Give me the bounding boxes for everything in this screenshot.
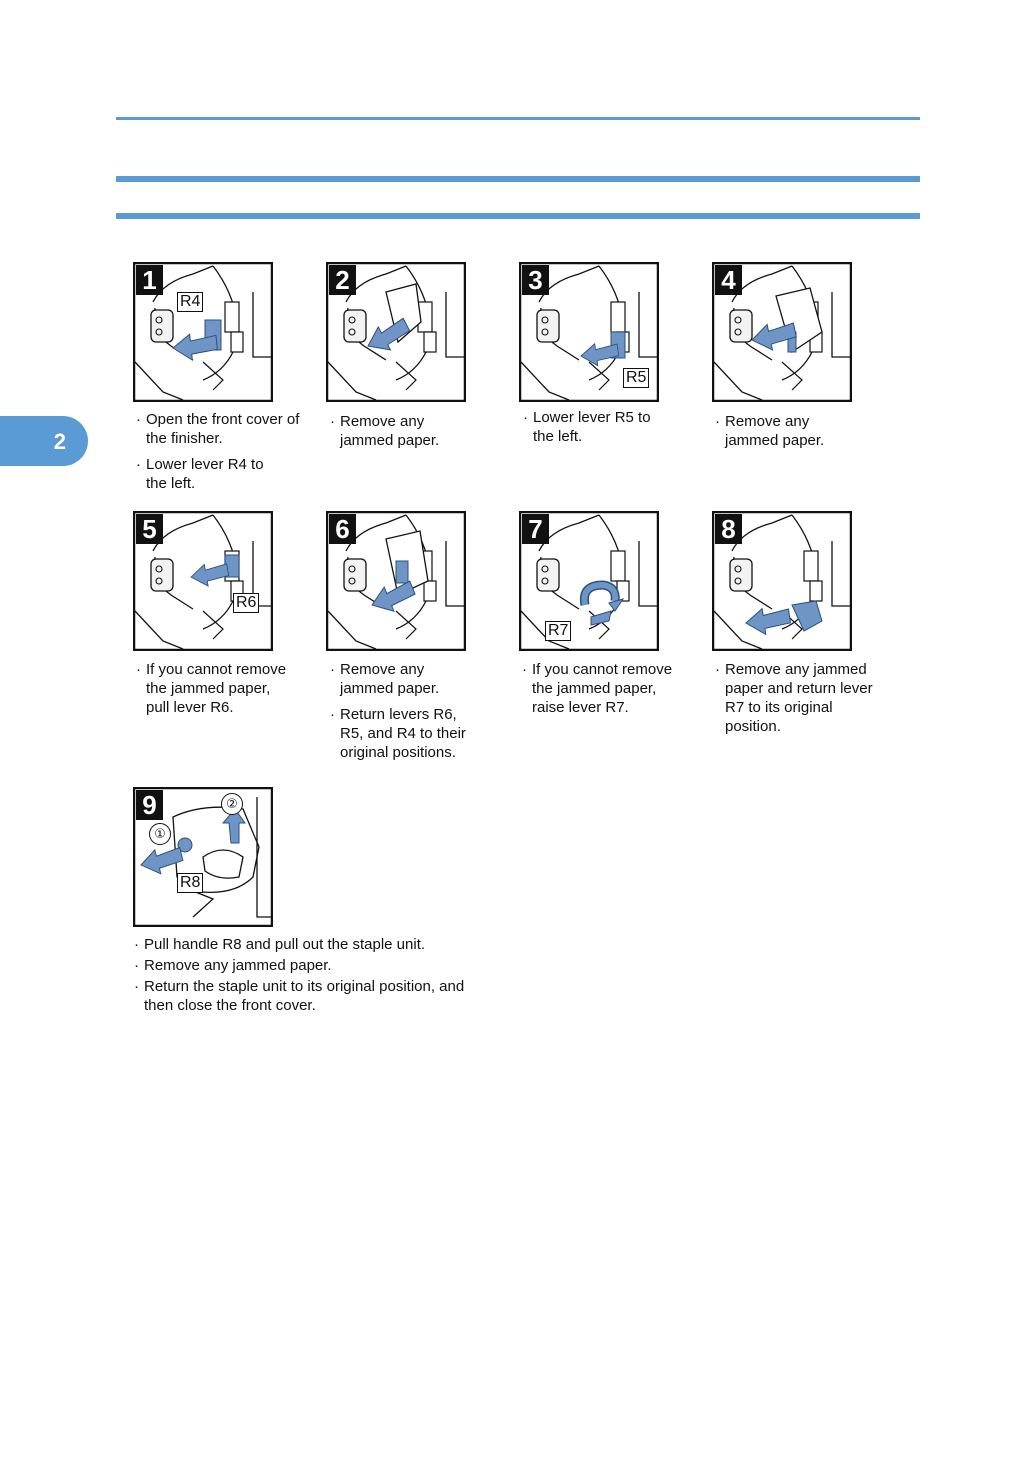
step-7-caption [522, 660, 682, 724]
step-number: 5 [136, 514, 163, 544]
step-6-caption [330, 660, 480, 769]
step-number: 6 [329, 514, 356, 544]
caption-bullet: · Remove any jammed paper. [330, 660, 470, 698]
step-6-illustration [326, 511, 466, 651]
step-1-caption [136, 410, 306, 500]
step-number: 4 [715, 265, 742, 295]
callout-1: ① [149, 823, 171, 845]
section-rule [116, 176, 920, 182]
caption-bullet: · If you cannot remove the jammed paper, raise lever R7. [522, 660, 682, 717]
caption-bullet: · Remove any jammed paper and return lever R7 to its original position. [715, 660, 875, 736]
step-number: 2 [329, 265, 356, 295]
step-9-caption [134, 935, 494, 1017]
caption-bullet: · Return levers R6, R5, and R4 to their original positions. [330, 705, 480, 762]
step-number: 9 [136, 790, 163, 820]
caption-bullet: · Return the staple unit to its original position, and then close the front cover. [134, 977, 489, 1015]
chapter-tab-number: 2 [53, 429, 66, 454]
callout-2: ② [221, 793, 243, 815]
lever-tag-r5: R5 [623, 368, 649, 388]
step-number: 8 [715, 514, 742, 544]
step-5-caption [136, 660, 296, 724]
step-8-caption [715, 660, 875, 743]
step-8-illustration [712, 511, 852, 651]
step-7-illustration [519, 511, 659, 651]
step-4-caption [715, 412, 845, 457]
lever-tag-r7: R7 [545, 621, 571, 641]
step-2-illustration [326, 262, 466, 402]
step-5-illustration [133, 511, 273, 651]
step-4-illustration [712, 262, 852, 402]
step-number: 3 [522, 265, 549, 295]
step-3-caption [523, 408, 673, 453]
lever-tag-r4: R4 [177, 292, 203, 312]
step-3-illustration [519, 262, 659, 402]
caption-bullet: · Pull handle R8 and pull out the staple unit. [134, 935, 494, 954]
step-1-illustration [133, 262, 273, 402]
section-rule-bottom [116, 213, 920, 219]
step-2-caption [330, 412, 460, 457]
caption-bullet: · Remove any jammed paper. [330, 412, 460, 450]
step-number: 7 [522, 514, 549, 544]
step-9-illustration [133, 787, 273, 927]
caption-bullet: · If you cannot remove the jammed paper, pull lever R6. [136, 660, 296, 717]
caption-bullet: · Lower lever R4 to the left. [136, 455, 276, 493]
chapter-tab [0, 416, 88, 466]
caption-bullet: · Remove any jammed paper. [134, 956, 494, 975]
caption-bullet: · Open the front cover of the finisher. [136, 410, 306, 448]
header-rule-top [116, 117, 920, 120]
step-number: 1 [136, 265, 163, 295]
caption-bullet: · Remove any jammed paper. [715, 412, 845, 450]
lever-tag-r6: R6 [233, 593, 259, 613]
caption-bullet: · Lower lever R5 to the left. [523, 408, 663, 446]
handle-tag-r8: R8 [177, 873, 203, 893]
